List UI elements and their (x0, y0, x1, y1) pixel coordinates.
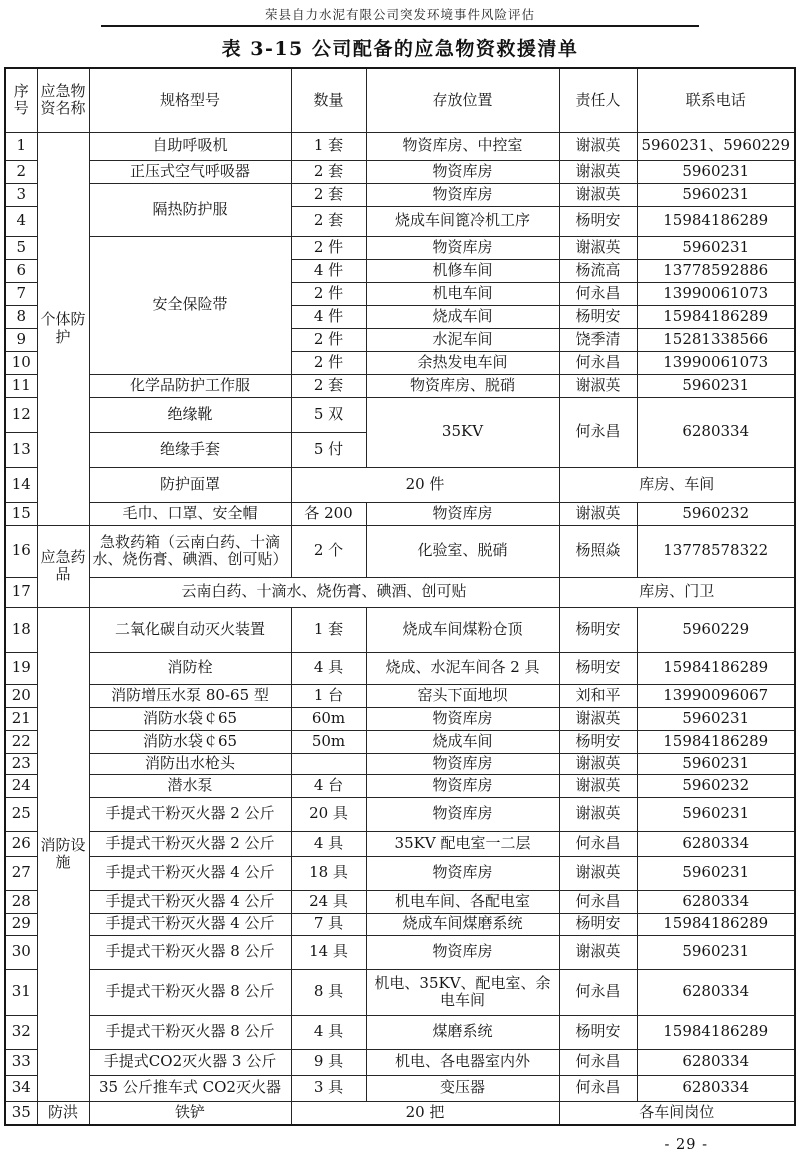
table-cell: 5960232 (637, 774, 795, 797)
row-number-cell: 3 (5, 183, 37, 206)
table-cell: 2 件 (291, 328, 366, 351)
row-number-cell: 17 (5, 577, 37, 607)
table-cell: 烧成、水泥车间各 2 具 (366, 652, 559, 684)
row-number-cell: 1 (5, 132, 37, 160)
table-cell: 15984186289 (637, 1015, 795, 1049)
table-cell: 35KV (366, 397, 559, 467)
table-row (5, 467, 795, 502)
row-number-cell: 25 (5, 797, 37, 831)
table-cell: 4 件 (291, 305, 366, 328)
table-cell: 1 套 (291, 607, 366, 652)
row-number-cell: 15 (5, 502, 37, 525)
table-cell: 杨明安 (559, 730, 637, 753)
table-cell: 谢淑英 (559, 183, 637, 206)
table-row (5, 707, 795, 730)
table-header (5, 68, 795, 132)
table-cell: 24 具 (291, 890, 366, 913)
table-cell: 手提式干粉灭火器 8 公斤 (89, 969, 291, 1015)
table-cell: 化验室、脱硝 (366, 525, 559, 577)
row-number-cell: 28 (5, 890, 37, 913)
table-cell: 谢淑英 (559, 774, 637, 797)
row-number-cell: 2 (5, 160, 37, 183)
row-number-cell: 8 (5, 305, 37, 328)
table-cell: 手提式干粉灭火器 4 公斤 (89, 856, 291, 890)
table-cell: 何永昌 (559, 351, 637, 374)
table-cell: 消防栓 (89, 652, 291, 684)
table-cell: 二氧化碳自动灭火装置 (89, 607, 291, 652)
table-cell: 毛巾、口罩、安全帽 (89, 502, 291, 525)
row-number-cell: 18 (5, 607, 37, 652)
row-number-cell: 13 (5, 432, 37, 467)
table-cell: 谢淑英 (559, 502, 637, 525)
table-cell: 消防水袋￠65 (89, 730, 291, 753)
table-cell: 何永昌 (559, 1075, 637, 1101)
row-number-cell: 19 (5, 652, 37, 684)
table-row (5, 1101, 795, 1125)
table-row (5, 1015, 795, 1049)
table-row (5, 652, 795, 684)
table-cell: 15984186289 (637, 652, 795, 684)
table-cell: 杨明安 (559, 913, 637, 935)
row-number-cell: 31 (5, 969, 37, 1015)
table-cell: 烧成车间煤粉仓顶 (366, 607, 559, 652)
row-number-cell: 23 (5, 753, 37, 774)
table-cell: 手提式干粉灭火器 2 公斤 (89, 831, 291, 856)
row-number-cell: 27 (5, 856, 37, 890)
table-row (5, 797, 795, 831)
table-cell: 手提式干粉灭火器 4 公斤 (89, 913, 291, 935)
table-cell: 35 公斤推车式 CO2灭火器 (89, 1075, 291, 1101)
table-cell: 物资库房 (366, 502, 559, 525)
table-cell: 谢淑英 (559, 753, 637, 774)
table-cell: 6280334 (637, 969, 795, 1015)
table-cell: 1 套 (291, 132, 366, 160)
row-number-cell: 22 (5, 730, 37, 753)
column-header: 规格型号 (89, 68, 291, 132)
row-number-cell: 21 (5, 707, 37, 730)
table-cell: 何永昌 (559, 1049, 637, 1075)
row-number-cell: 33 (5, 1049, 37, 1075)
row-number-cell: 32 (5, 1015, 37, 1049)
table-cell: 4 具 (291, 652, 366, 684)
table-cell: 消防出水枪头 (89, 753, 291, 774)
table-cell: 5960231 (637, 707, 795, 730)
table-cell: 5960231 (637, 374, 795, 397)
column-header: 存放位置 (366, 68, 559, 132)
table-cell: 潜水泵 (89, 774, 291, 797)
table-cell: 5960229 (637, 607, 795, 652)
table-cell: 消防水袋￠65 (89, 707, 291, 730)
table-cell: 正压式空气呼吸器 (89, 160, 291, 183)
table-cell: 饶季清 (559, 328, 637, 351)
table-cell: 谢淑英 (559, 132, 637, 160)
header-row (5, 68, 795, 132)
table-cell: 谢淑英 (559, 236, 637, 259)
table-cell: 13990061073 (637, 351, 795, 374)
row-number-cell: 30 (5, 935, 37, 969)
column-header: 应急物资名称 (37, 68, 89, 132)
table-cell: 谢淑英 (559, 707, 637, 730)
category-cell: 应急药品 (37, 525, 89, 607)
table-cell: 杨流高 (559, 259, 637, 282)
table-cell: 杨明安 (559, 305, 637, 328)
table-cell: 4 具 (291, 831, 366, 856)
table-row (5, 774, 795, 797)
row-number-cell: 5 (5, 236, 37, 259)
table-cell: 9 具 (291, 1049, 366, 1075)
table-cell: 20 件 (291, 467, 559, 502)
table-cell: 机修车间 (366, 259, 559, 282)
table-cell: 18 具 (291, 856, 366, 890)
table-cell: 20 把 (291, 1101, 559, 1125)
table-cell: 库房、门卫 (559, 577, 795, 607)
table-cell: 2 个 (291, 525, 366, 577)
table-cell: 手提式CO2灭火器 3 公斤 (89, 1049, 291, 1075)
table-row (5, 730, 795, 753)
category-cell: 个体防护 (37, 132, 89, 525)
table-cell: 2 件 (291, 282, 366, 305)
row-number-cell: 24 (5, 774, 37, 797)
table-cell: 机电、35KV、配电室、余电车间 (366, 969, 559, 1015)
table-cell: 余热发电车间 (366, 351, 559, 374)
table-cell: 手提式干粉灭火器 8 公斤 (89, 935, 291, 969)
table-cell: 6280334 (637, 1075, 795, 1101)
table-cell: 隔热防护服 (89, 183, 291, 236)
table-cell: 35KV 配电室一二层 (366, 831, 559, 856)
table-cell: 4 具 (291, 1015, 366, 1049)
row-number-cell: 26 (5, 831, 37, 856)
table-cell: 手提式干粉灭火器 8 公斤 (89, 1015, 291, 1049)
table-cell: 何永昌 (559, 890, 637, 913)
table-cell: 物资库房、中控室 (366, 132, 559, 160)
header-rule-divider (101, 25, 699, 27)
table-cell: 库房、车间 (559, 467, 795, 502)
table-row (5, 502, 795, 525)
row-number-cell: 6 (5, 259, 37, 282)
table-cell: 6280334 (637, 1049, 795, 1075)
table-row (5, 132, 795, 160)
table-cell: 5960231 (637, 935, 795, 969)
table-cell: 绝缘手套 (89, 432, 291, 467)
table-cell: 绝缘靴 (89, 397, 291, 432)
table-cell: 5960231 (637, 183, 795, 206)
table-cell: 2 件 (291, 236, 366, 259)
table-cell: 4 台 (291, 774, 366, 797)
table-cell: 杨明安 (559, 607, 637, 652)
table-cell: 50m (291, 730, 366, 753)
row-number-cell: 20 (5, 684, 37, 707)
table-cell: 2 件 (291, 351, 366, 374)
table-cell: 烧成车间篦冷机工序 (366, 206, 559, 236)
table-cell: 各 200 (291, 502, 366, 525)
table-cell: 谢淑英 (559, 160, 637, 183)
table-cell: 2 套 (291, 374, 366, 397)
table-cell: 15281338566 (637, 328, 795, 351)
table-cell: 6280334 (637, 397, 795, 467)
table-cell: 13778578322 (637, 525, 795, 577)
table-row (5, 831, 795, 856)
table-cell: 15984186289 (637, 206, 795, 236)
table-row (5, 1049, 795, 1075)
row-number-cell: 7 (5, 282, 37, 305)
table-row (5, 577, 795, 607)
row-number-cell: 14 (5, 467, 37, 502)
column-header: 序号 (5, 68, 37, 132)
table-cell: 物资库房 (366, 797, 559, 831)
table-row (5, 397, 795, 432)
row-number-cell: 12 (5, 397, 37, 432)
table-cell: 铁铲 (89, 1101, 291, 1125)
table-cell: 15984186289 (637, 913, 795, 935)
table-cell: 物资库房 (366, 707, 559, 730)
table-row (5, 183, 795, 206)
table-cell: 20 具 (291, 797, 366, 831)
table-cell: 杨明安 (559, 1015, 637, 1049)
table-cell: 谢淑英 (559, 935, 637, 969)
row-number-cell: 4 (5, 206, 37, 236)
table-cell: 14 具 (291, 935, 366, 969)
table-row (5, 913, 795, 935)
table-cell: 6280334 (637, 831, 795, 856)
table-cell: 15984186289 (637, 305, 795, 328)
table-cell: 何永昌 (559, 831, 637, 856)
table-row (5, 890, 795, 913)
table-cell: 何永昌 (559, 397, 637, 467)
table-cell: 杨明安 (559, 206, 637, 236)
table-row (5, 236, 795, 259)
table-row (5, 684, 795, 707)
table-row (5, 607, 795, 652)
row-number-cell: 16 (5, 525, 37, 577)
table-cell: 5960231 (637, 236, 795, 259)
table-cell: 防护面罩 (89, 467, 291, 502)
table-cell: 物资库房、脱硝 (366, 374, 559, 397)
table-cell: 谢淑英 (559, 797, 637, 831)
table-cell: 7 具 (291, 913, 366, 935)
table-cell: 变压器 (366, 1075, 559, 1101)
table-cell: 物资库房 (366, 856, 559, 890)
table-cell: 2 套 (291, 183, 366, 206)
table-cell: 物资库房 (366, 160, 559, 183)
table-row (5, 935, 795, 969)
column-header: 数量 (291, 68, 366, 132)
table-cell: 自助呼吸机 (89, 132, 291, 160)
table-cell: 13778592886 (637, 259, 795, 282)
table-cell: 各车间岗位 (559, 1101, 795, 1125)
table-cell: 刘和平 (559, 684, 637, 707)
row-number-cell: 34 (5, 1075, 37, 1101)
table-cell: 15984186289 (637, 730, 795, 753)
table-cell: 60m (291, 707, 366, 730)
table-cell: 5960231、5960229 (637, 132, 795, 160)
row-number-cell: 9 (5, 328, 37, 351)
category-cell: 防洪 (37, 1101, 89, 1125)
table-cell: 机电车间、各配电室 (366, 890, 559, 913)
table-cell: 5 付 (291, 432, 366, 467)
table-cell: 何永昌 (559, 282, 637, 305)
table-cell: 化学品防护工作服 (89, 374, 291, 397)
table-cell: 物资库房 (366, 753, 559, 774)
table-cell: 物资库房 (366, 935, 559, 969)
table-cell: 急救药箱（云南白药、十滴水、烧伤膏、碘酒、创可贴） (89, 525, 291, 577)
column-header: 联系电话 (637, 68, 795, 132)
table-row (5, 374, 795, 397)
table-row (5, 856, 795, 890)
table-cell: 5960231 (637, 856, 795, 890)
table-cell: 13990096067 (637, 684, 795, 707)
table-cell: 手提式干粉灭火器 2 公斤 (89, 797, 291, 831)
table-cell: 5960231 (637, 160, 795, 183)
table-cell: 5960231 (637, 797, 795, 831)
table-cell: 水泥车间 (366, 328, 559, 351)
table-cell: 3 具 (291, 1075, 366, 1101)
table-row (5, 160, 795, 183)
table-cell: 烧成车间 (366, 730, 559, 753)
table-row (5, 753, 795, 774)
table-cell: 谢淑英 (559, 374, 637, 397)
table-row (5, 525, 795, 577)
emergency-supplies-table (4, 67, 796, 1126)
table-cell: 6280334 (637, 890, 795, 913)
table-cell: 杨照焱 (559, 525, 637, 577)
table-row (5, 1075, 795, 1101)
table-cell: 窑头下面地坝 (366, 684, 559, 707)
row-number-cell: 35 (5, 1101, 37, 1125)
row-number-cell: 10 (5, 351, 37, 374)
row-number-cell: 11 (5, 374, 37, 397)
table-cell: 安全保险带 (89, 236, 291, 374)
column-header: 责任人 (559, 68, 637, 132)
table-cell: 杨明安 (559, 652, 637, 684)
table-title: 表 3-15 公司配备的应急物资救援清单 (221, 38, 579, 60)
table-cell: 何永昌 (559, 969, 637, 1015)
table-cell: 云南白药、十滴水、烧伤膏、碘酒、创可贴 (89, 577, 559, 607)
table-cell: 物资库房 (366, 236, 559, 259)
table-body (5, 132, 795, 1125)
table-row (5, 969, 795, 1015)
table-cell: 2 套 (291, 160, 366, 183)
table-cell: 2 套 (291, 206, 366, 236)
table-cell: 物资库房 (366, 774, 559, 797)
table-cell: 烧成车间 (366, 305, 559, 328)
table-cell: 消防增压水泵 80-65 型 (89, 684, 291, 707)
table-cell: 8 具 (291, 969, 366, 1015)
table-cell: 烧成车间煤磨系统 (366, 913, 559, 935)
table-cell: 手提式干粉灭火器 4 公斤 (89, 890, 291, 913)
row-number-cell: 29 (5, 913, 37, 935)
table-cell: 煤磨系统 (366, 1015, 559, 1049)
table-cell: 5 双 (291, 397, 366, 432)
table-cell: 物资库房 (366, 183, 559, 206)
table-cell: 4 件 (291, 259, 366, 282)
table-cell: 1 台 (291, 684, 366, 707)
page-number: - 29 - (664, 1137, 708, 1153)
document-header: 荣县自力水泥有限公司突发环境事件风险评估 (264, 7, 535, 22)
category-cell: 消防设施 (37, 607, 89, 1101)
table-cell: 谢淑英 (559, 856, 637, 890)
table-cell: 5960231 (637, 753, 795, 774)
table-cell: 13990061073 (637, 282, 795, 305)
table-cell: 机电车间 (366, 282, 559, 305)
table-cell (291, 753, 366, 774)
table-cell: 5960232 (637, 502, 795, 525)
table-cell: 机电、各电器室内外 (366, 1049, 559, 1075)
